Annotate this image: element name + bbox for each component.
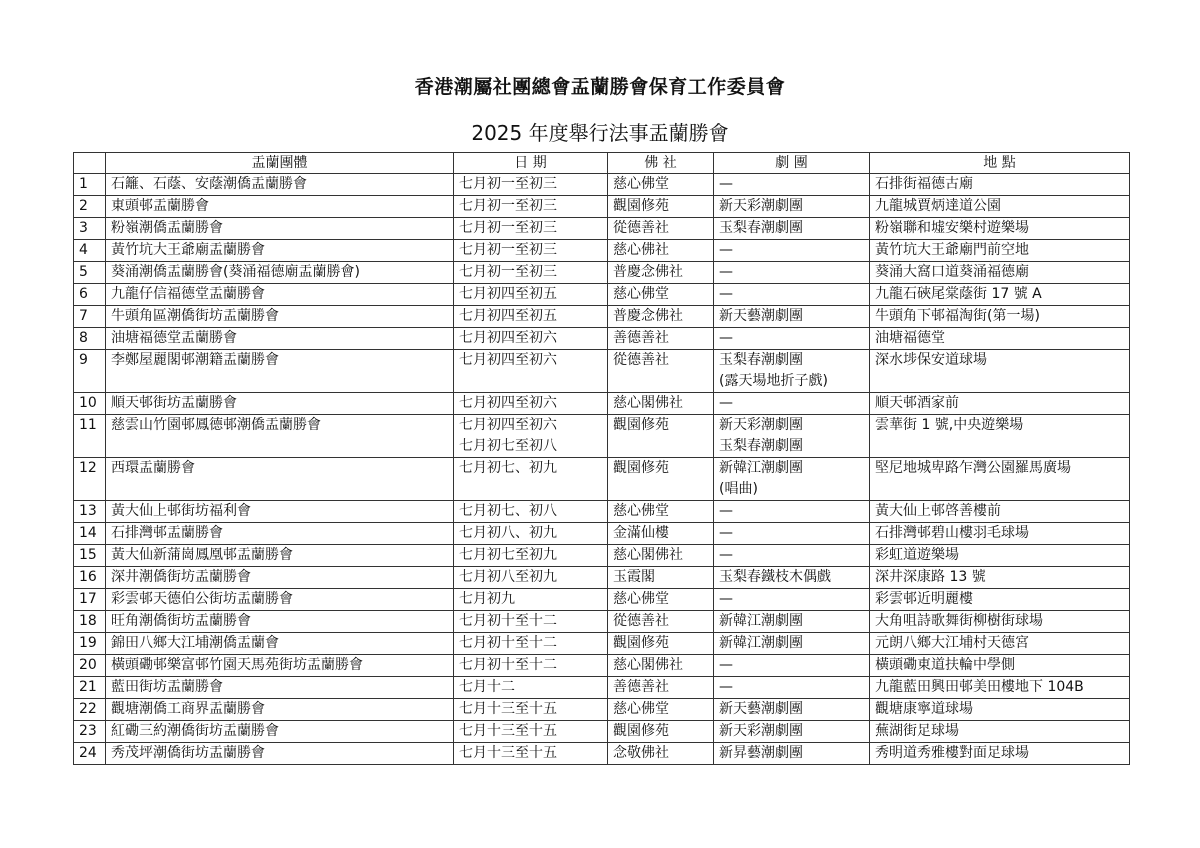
cell-temple: 玉霞閣 — [608, 567, 714, 589]
table-row — [74, 262, 1130, 284]
cell-venue: 牛頭角下邨福淘街(第一場) — [870, 306, 1130, 328]
cell-date-line: 七月初一至初三 — [459, 198, 557, 214]
cell-troupe-line: 新天藝潮劇團 — [719, 701, 803, 717]
cell-troupe — [714, 699, 870, 721]
cell-troupe-line: 玉梨春潮劇團 — [719, 352, 803, 368]
table-row — [74, 501, 1130, 523]
cell-troupe — [714, 328, 870, 350]
cell-group: 牛頭角區潮僑街坊盂蘭勝會 — [106, 306, 454, 328]
cell-no: 10 — [74, 393, 106, 415]
cell-temple: 從德善社 — [608, 218, 714, 240]
cell-group: 東頭邨盂蘭勝會 — [106, 196, 454, 218]
cell-group: 藍田街坊盂蘭勝會 — [106, 677, 454, 699]
cell-troupe-line: — — [719, 679, 733, 695]
cell-date — [454, 218, 608, 240]
cell-no: 4 — [74, 240, 106, 262]
cell-temple: 從德善社 — [608, 350, 714, 393]
cell-troupe-line: 新昇藝潮劇團 — [719, 745, 803, 761]
cell-no: 7 — [74, 306, 106, 328]
table-row — [74, 567, 1130, 589]
cell-date — [454, 611, 608, 633]
cell-date-line: 七月初一至初三 — [459, 176, 557, 192]
cell-no: 8 — [74, 328, 106, 350]
cell-troupe-line: 新韓江潮劇團 — [719, 613, 803, 629]
cell-troupe-line: 玉梨春鐵枝木偶戲 — [719, 569, 831, 585]
cell-temple: 從德善社 — [608, 611, 714, 633]
cell-venue: 石排街福德古廟 — [870, 174, 1130, 196]
cell-venue: 觀塘康寧道球場 — [870, 699, 1130, 721]
cell-date — [454, 655, 608, 677]
cell-no: 23 — [74, 721, 106, 743]
cell-no: 5 — [74, 262, 106, 284]
cell-date-line: 七月初一至初三 — [459, 264, 557, 280]
cell-troupe — [714, 174, 870, 196]
table-row — [74, 174, 1130, 196]
cell-troupe — [714, 523, 870, 545]
header-date: 日 期 — [454, 153, 608, 174]
table-row — [74, 699, 1130, 721]
table-row — [74, 458, 1130, 501]
events-table — [73, 152, 1130, 765]
cell-troupe — [714, 458, 870, 501]
cell-troupe — [714, 589, 870, 611]
cell-date — [454, 523, 608, 545]
cell-group: 黃大仙新蒲崗鳳凰邨盂蘭勝會 — [106, 545, 454, 567]
cell-venue: 石排灣邨碧山樓羽毛球場 — [870, 523, 1130, 545]
table-row — [74, 523, 1130, 545]
cell-venue: 葵涌大窩口道葵涌福德廟 — [870, 262, 1130, 284]
cell-troupe-line: — — [719, 330, 733, 346]
cell-group: 黃竹坑大王爺廟盂蘭勝會 — [106, 240, 454, 262]
cell-group: 粉嶺潮僑盂蘭勝會 — [106, 218, 454, 240]
cell-group: 黃大仙上邨街坊福利會 — [106, 501, 454, 523]
cell-date — [454, 415, 608, 458]
header-group: 盂蘭團體 — [106, 153, 454, 174]
cell-venue: 大角咀詩歌舞街柳樹街球場 — [870, 611, 1130, 633]
cell-temple: 觀園修苑 — [608, 458, 714, 501]
cell-date — [454, 284, 608, 306]
cell-date-line: 七月初四至初六 — [459, 330, 557, 346]
cell-date — [454, 589, 608, 611]
cell-no: 6 — [74, 284, 106, 306]
table-row — [74, 655, 1130, 677]
cell-date — [454, 721, 608, 743]
cell-temple: 慈心佛堂 — [608, 284, 714, 306]
cell-venue: 順天邨酒家前 — [870, 393, 1130, 415]
cell-no: 15 — [74, 545, 106, 567]
cell-date-line: 七月初七至初八 — [459, 438, 557, 454]
cell-date-line: 七月初十至十二 — [459, 613, 557, 629]
cell-no: 22 — [74, 699, 106, 721]
cell-date — [454, 262, 608, 284]
cell-troupe-line: — — [719, 264, 733, 280]
cell-no: 20 — [74, 655, 106, 677]
cell-group: 石排灣邨盂蘭勝會 — [106, 523, 454, 545]
cell-group: 觀塘潮僑工商界盂蘭勝會 — [106, 699, 454, 721]
cell-group: 彩雲邨天德伯公街坊盂蘭勝會 — [106, 589, 454, 611]
cell-troupe-line: — — [719, 591, 733, 607]
cell-no: 3 — [74, 218, 106, 240]
table-row — [74, 218, 1130, 240]
cell-date — [454, 501, 608, 523]
cell-troupe — [714, 306, 870, 328]
cell-date-line: 七月十三至十五 — [459, 745, 557, 761]
cell-date — [454, 328, 608, 350]
table-row — [74, 743, 1130, 765]
table-row — [74, 240, 1130, 262]
cell-temple: 慈心閣佛社 — [608, 545, 714, 567]
document-title: 香港潮屬社團總會盂蘭勝會保育工作委員會 — [414, 76, 786, 98]
cell-temple: 普慶念佛社 — [608, 262, 714, 284]
cell-temple: 慈心佛堂 — [608, 501, 714, 523]
cell-venue: 深水埗保安道球場 — [870, 350, 1130, 393]
cell-venue: 九龍石硤尾棠蔭街 17 號 A — [870, 284, 1130, 306]
cell-troupe — [714, 567, 870, 589]
cell-temple: 觀園修苑 — [608, 633, 714, 655]
cell-temple: 慈心佛堂 — [608, 699, 714, 721]
cell-troupe — [714, 218, 870, 240]
header-temple: 佛 社 — [608, 153, 714, 174]
cell-troupe — [714, 743, 870, 765]
cell-date-line: 七月初七至初九 — [459, 547, 557, 563]
cell-venue: 粉嶺聯和墟安樂村遊樂場 — [870, 218, 1130, 240]
table-row — [74, 415, 1130, 458]
cell-troupe — [714, 240, 870, 262]
cell-troupe — [714, 677, 870, 699]
cell-date-line: 七月初八、初九 — [459, 525, 557, 541]
cell-troupe-line: 新天彩潮劇團 — [719, 417, 803, 433]
cell-temple: 慈心佛堂 — [608, 174, 714, 196]
cell-troupe-line: 玉梨春潮劇團 — [719, 438, 803, 454]
cell-group: 葵涌潮僑盂蘭勝會(葵涌福德廟盂蘭勝會) — [106, 262, 454, 284]
cell-venue: 秀明道秀雅樓對面足球場 — [870, 743, 1130, 765]
cell-troupe-line: — — [719, 503, 733, 519]
table-row — [74, 393, 1130, 415]
cell-date-line: 七月十三至十五 — [459, 723, 557, 739]
cell-venue: 九龍城賈炳達道公園 — [870, 196, 1130, 218]
cell-troupe-line: — — [719, 176, 733, 192]
cell-troupe-line: 新天彩潮劇團 — [719, 198, 803, 214]
cell-date — [454, 545, 608, 567]
table-row — [74, 611, 1130, 633]
cell-date-line: 七月初一至初三 — [459, 220, 557, 236]
cell-group: 順天邨街坊盂蘭勝會 — [106, 393, 454, 415]
cell-no: 11 — [74, 415, 106, 458]
cell-venue: 彩雲邨近明麗樓 — [870, 589, 1130, 611]
cell-group: 慈雲山竹園邨鳳德邨潮僑盂蘭勝會 — [106, 415, 454, 458]
cell-no: 16 — [74, 567, 106, 589]
cell-troupe-line: — — [719, 547, 733, 563]
cell-no: 24 — [74, 743, 106, 765]
cell-date-line: 七月初四至初六 — [459, 395, 557, 411]
cell-temple: 金滿仙樓 — [608, 523, 714, 545]
cell-temple: 念敬佛社 — [608, 743, 714, 765]
cell-date — [454, 677, 608, 699]
table-row — [74, 677, 1130, 699]
cell-temple: 善德善社 — [608, 677, 714, 699]
cell-date-line: 七月初十至十二 — [459, 635, 557, 651]
cell-group: 深井潮僑街坊盂蘭勝會 — [106, 567, 454, 589]
table-row — [74, 284, 1130, 306]
cell-group: 油塘福德堂盂蘭勝會 — [106, 328, 454, 350]
cell-troupe-line: 新韓江潮劇團 — [719, 635, 803, 651]
cell-venue: 橫頭磡東道扶輪中學側 — [870, 655, 1130, 677]
cell-date-line: 七月初七、初九 — [459, 460, 557, 476]
cell-venue: 黃竹坑大王爺廟門前空地 — [870, 240, 1130, 262]
cell-group: 旺角潮僑街坊盂蘭勝會 — [106, 611, 454, 633]
cell-troupe-line: 玉梨春潮劇團 — [719, 220, 803, 236]
header-venue: 地 點 — [870, 153, 1130, 174]
cell-no: 12 — [74, 458, 106, 501]
cell-troupe — [714, 350, 870, 393]
cell-no: 21 — [74, 677, 106, 699]
table-row — [74, 328, 1130, 350]
table-row — [74, 545, 1130, 567]
table-row — [74, 721, 1130, 743]
cell-temple: 慈心佛社 — [608, 240, 714, 262]
table-body — [74, 174, 1130, 765]
document-subtitle: 2025 年度舉行法事盂蘭勝會 — [471, 121, 729, 145]
cell-group: 紅磡三約潮僑街坊盂蘭勝會 — [106, 721, 454, 743]
table-row — [74, 589, 1130, 611]
table-row — [74, 633, 1130, 655]
cell-no: 9 — [74, 350, 106, 393]
cell-date-line: 七月十二 — [459, 679, 515, 695]
cell-no: 13 — [74, 501, 106, 523]
cell-troupe — [714, 501, 870, 523]
cell-temple: 普慶念佛社 — [608, 306, 714, 328]
cell-date-line: 七月初一至初三 — [459, 242, 557, 258]
cell-venue: 蕪湖街足球場 — [870, 721, 1130, 743]
cell-venue: 油塘福德堂 — [870, 328, 1130, 350]
cell-venue: 九龍藍田興田邨美田樓地下 104B — [870, 677, 1130, 699]
cell-group: 橫頭磡邨樂富邨竹園天馬苑街坊盂蘭勝會 — [106, 655, 454, 677]
cell-troupe — [714, 262, 870, 284]
cell-date-line: 七月初四至初六 — [459, 417, 557, 433]
cell-group: 李鄭屋麗閣邨潮籍盂蘭勝會 — [106, 350, 454, 393]
cell-venue: 雲華街 1 號,中央遊樂場 — [870, 415, 1130, 458]
cell-date — [454, 350, 608, 393]
cell-troupe — [714, 415, 870, 458]
cell-troupe-line: — — [719, 525, 733, 541]
cell-no: 18 — [74, 611, 106, 633]
cell-venue: 堅尼地城卑路乍灣公園羅馬廣場 — [870, 458, 1130, 501]
cell-no: 14 — [74, 523, 106, 545]
cell-temple: 慈心閣佛社 — [608, 655, 714, 677]
header-no — [74, 153, 106, 174]
cell-temple: 慈心佛堂 — [608, 589, 714, 611]
table-row — [74, 350, 1130, 393]
cell-no: 17 — [74, 589, 106, 611]
cell-troupe-line: — — [719, 242, 733, 258]
cell-no: 2 — [74, 196, 106, 218]
cell-date — [454, 567, 608, 589]
cell-troupe-line: — — [719, 657, 733, 673]
cell-date-line: 七月初四至初五 — [459, 308, 557, 324]
cell-date — [454, 743, 608, 765]
cell-date — [454, 633, 608, 655]
cell-troupe-line: (唱曲) — [719, 481, 758, 497]
header-troupe: 劇 團 — [714, 153, 870, 174]
cell-troupe — [714, 611, 870, 633]
cell-troupe-line: 新天彩潮劇團 — [719, 723, 803, 739]
cell-date-line: 七月初七、初八 — [459, 503, 557, 519]
cell-venue: 黃大仙上邨啓善樓前 — [870, 501, 1130, 523]
table-row — [74, 196, 1130, 218]
cell-troupe-line: — — [719, 286, 733, 302]
cell-date — [454, 306, 608, 328]
cell-troupe — [714, 393, 870, 415]
cell-date-line: 七月初十至十二 — [459, 657, 557, 673]
cell-troupe-line: — — [719, 395, 733, 411]
cell-group: 錦田八鄉大江埔潮僑盂蘭會 — [106, 633, 454, 655]
cell-troupe-line: (露天場地折子戲) — [719, 373, 828, 389]
cell-no: 19 — [74, 633, 106, 655]
cell-troupe — [714, 633, 870, 655]
table-header — [74, 153, 1130, 174]
header-row — [74, 153, 1130, 174]
cell-troupe — [714, 284, 870, 306]
cell-troupe — [714, 655, 870, 677]
cell-troupe-line: 新天藝潮劇團 — [719, 308, 803, 324]
cell-troupe — [714, 196, 870, 218]
cell-date-line: 七月初四至初五 — [459, 286, 557, 302]
cell-venue: 彩虹道遊樂場 — [870, 545, 1130, 567]
cell-date-line: 七月初四至初六 — [459, 352, 557, 368]
cell-date — [454, 196, 608, 218]
cell-group: 九龍仔信福德堂盂蘭勝會 — [106, 284, 454, 306]
cell-group: 西環盂蘭勝會 — [106, 458, 454, 501]
cell-temple: 善德善社 — [608, 328, 714, 350]
cell-temple: 慈心閣佛社 — [608, 393, 714, 415]
cell-group: 石籬、石蔭、安蔭潮僑盂蘭勝會 — [106, 174, 454, 196]
cell-temple: 觀園修苑 — [608, 196, 714, 218]
cell-date — [454, 393, 608, 415]
cell-date-line: 七月十三至十五 — [459, 701, 557, 717]
cell-troupe-line: 新韓江潮劇團 — [719, 460, 803, 476]
cell-no: 1 — [74, 174, 106, 196]
cell-venue: 深井深康路 13 號 — [870, 567, 1130, 589]
cell-temple: 觀園修苑 — [608, 415, 714, 458]
table-row — [74, 306, 1130, 328]
cell-date — [454, 699, 608, 721]
cell-troupe — [714, 545, 870, 567]
cell-troupe — [714, 721, 870, 743]
cell-temple: 觀園修苑 — [608, 721, 714, 743]
cell-date — [454, 174, 608, 196]
cell-date-line: 七月初八至初九 — [459, 569, 557, 585]
cell-date — [454, 458, 608, 501]
cell-venue: 元朗八鄉大江埔村天德宮 — [870, 633, 1130, 655]
cell-date — [454, 240, 608, 262]
cell-group: 秀茂坪潮僑街坊盂蘭勝會 — [106, 743, 454, 765]
cell-date-line: 七月初九 — [459, 591, 515, 607]
